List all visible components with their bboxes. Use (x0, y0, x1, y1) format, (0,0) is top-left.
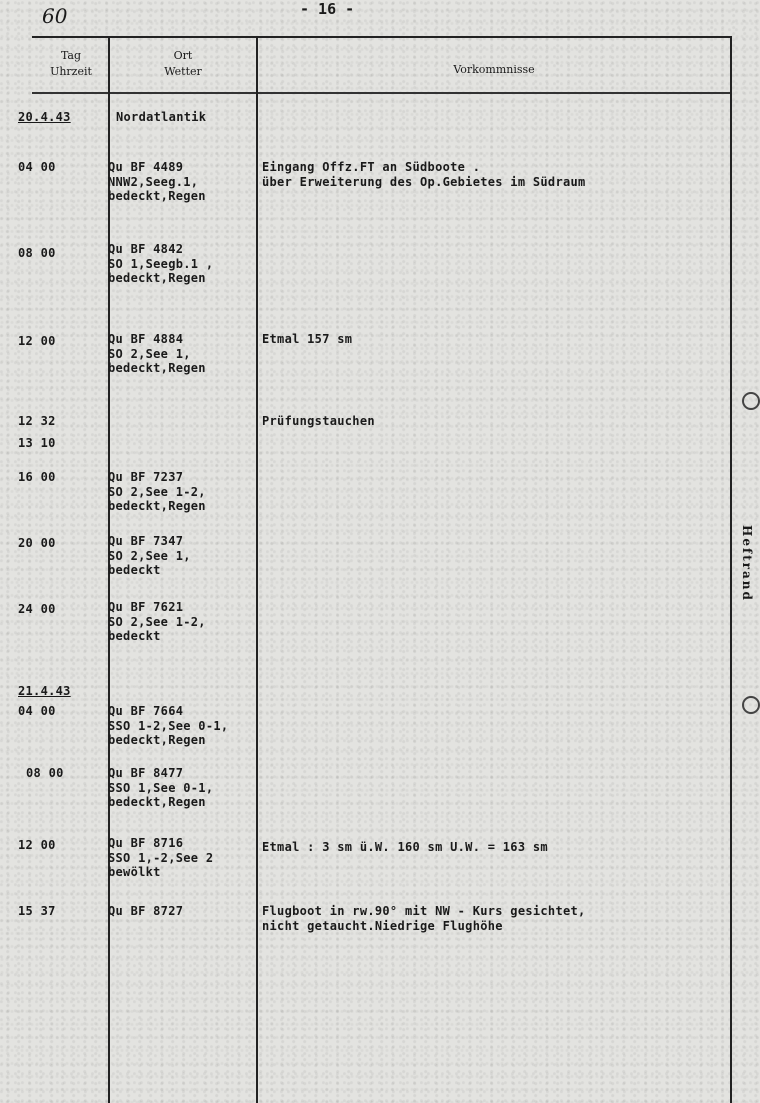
top-page-number: - 16 - (300, 0, 355, 18)
entry-time: 12 32 (18, 414, 56, 428)
entry-event: Etmal 157 sm (262, 332, 353, 346)
binding-hole-icon (742, 392, 760, 410)
region-label: Nordatlantik (116, 110, 207, 124)
margin-label: Heftrand (740, 525, 754, 602)
entry-time: 04 00 (18, 704, 56, 718)
table-top-rule (32, 36, 732, 38)
entry-time: 13 10 (18, 436, 56, 450)
entry-location-weather: Qu BF 4884 SO 2,See 1, bedeckt,Regen (108, 332, 206, 375)
entry-time: 24 00 (18, 602, 56, 616)
column-divider-3 (730, 36, 732, 1103)
entry-time: 20 00 (18, 536, 56, 550)
entry-location-weather: Qu BF 8727 (108, 904, 184, 918)
corner-page-number: 60 (42, 4, 68, 28)
entry-location-weather: Qu BF 4842 SO 1,Seegb.1 , bedeckt,Regen (108, 242, 214, 285)
date-label: 20.4.43 (18, 110, 71, 124)
entry-time: 16 00 (18, 470, 56, 484)
entry-location-weather: Qu BF 7237 SO 2,See 1-2, bedeckt,Regen (108, 470, 206, 513)
column-header-vorkommnisse: Vorkommnisse (453, 63, 535, 76)
entry-location-weather: Qu BF 7621 SO 2,See 1-2, bedeckt (108, 600, 206, 643)
entry-time: 12 00 (18, 334, 56, 348)
entry-location-weather: Qu BF 8477 SSO 1,See 0-1, bedeckt,Regen (108, 766, 214, 809)
binding-hole-icon (742, 696, 760, 714)
entry-location-weather: Qu BF 7347 SO 2,See 1, bedeckt (108, 534, 191, 577)
entry-event: Etmal : 3 sm ü.W. 160 sm U.W. = 163 sm (262, 840, 548, 854)
entry-event: Flugboot in rw.90° mit NW - Kurs gesichtet, nicht getaucht.Niedrige Flughöhe (262, 904, 586, 933)
entry-time: 15 37 (18, 904, 56, 918)
entry-location-weather: Qu BF 4489 NNW2,Seeg.1, bedeckt,Regen (108, 160, 206, 203)
column-header-tag: Tag Uhrzeit (50, 49, 92, 78)
entry-time: 08 00 (18, 246, 56, 260)
date-label: 21.4.43 (18, 684, 71, 698)
table-header-rule (32, 92, 732, 94)
entry-time: 08 00 (26, 766, 64, 780)
entry-location-weather: Qu BF 7664 SSO 1-2,See 0-1, bedeckt,Regen (108, 704, 229, 747)
entry-time: 12 00 (18, 838, 56, 852)
entry-event: Eingang Offz.FT an Südboote . über Erweiterung des Op.Gebietes im Südraum (262, 160, 586, 189)
column-header-ort: Ort Wetter (164, 49, 202, 78)
entry-event: Prüfungstauchen (262, 414, 375, 428)
entry-location-weather: Qu BF 8716 SSO 1,-2,See 2 bewölkt (108, 836, 214, 879)
entry-time: 04 00 (18, 160, 56, 174)
